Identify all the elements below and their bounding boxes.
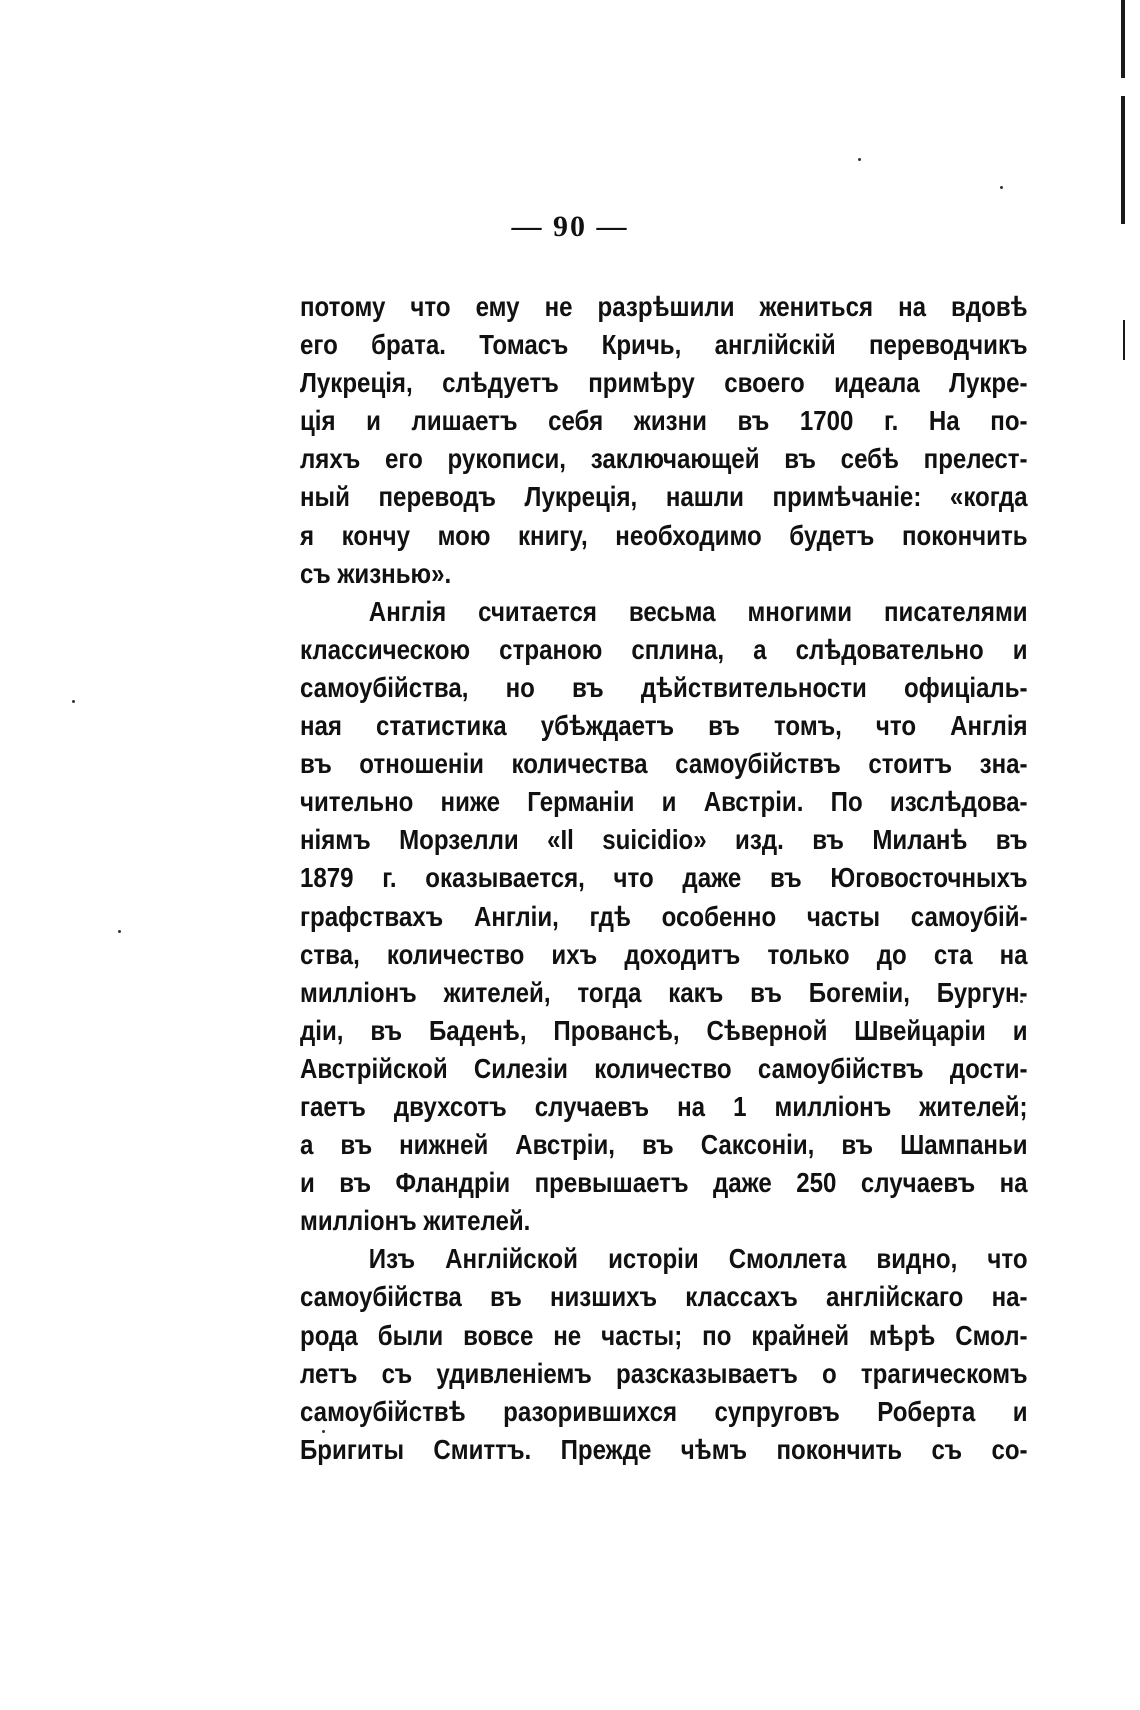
text-line: самоубійства, но въ дѣйствительности офиціаль-: [300, 671, 1028, 703]
text-line: ція и лишаетъ себя жизни въ 1700 г. На по-: [300, 405, 1028, 437]
text-line: потому что ему не разрѣшили жениться на вдовѣ: [300, 291, 1028, 322]
text-line: и въ Фландріи превышаетъ даже 250 случаевъ на: [300, 1167, 1028, 1199]
text-line: графствахъ Англіи, гдѣ особенно часты самоубій-: [300, 900, 1028, 932]
text-line: самоубійства въ низшихъ классахъ англійскаго на-: [300, 1281, 1028, 1313]
body-text: [300, 288, 1028, 1469]
scan-edge-mark: [1121, 96, 1125, 224]
text-line: ный переводъ Лукреція, нашли примѣчаніе: «когда: [300, 481, 1028, 513]
text-line: 1879 г. оказывается, что даже въ Юговосточныхъ: [300, 862, 1028, 894]
text-line: ляхъ его рукописи, заключающей въ себѣ прелест-: [300, 443, 1028, 475]
text-line: въ отношеніи количества самоубійствъ стоитъ зна-: [300, 748, 1028, 780]
scan-speck: [1000, 186, 1003, 189]
scan-speck: [858, 158, 861, 161]
text-line: съ жизнью».: [300, 557, 452, 589]
text-line: милліонъ жителей, тогда какъ въ Богеміи, Бургун-: [300, 976, 1028, 1008]
text-line: летъ съ удивленіемъ разсказываетъ о трагическомъ: [300, 1357, 1028, 1389]
text-line: Изъ Англійской исторіи Смоллета видно, что: [368, 1243, 1028, 1275]
text-line: Лукреція, слѣдуетъ примѣру своего идеала Лукре-: [300, 367, 1028, 399]
text-line: Австрійской Силезіи количество самоубійствъ дости-: [300, 1052, 1028, 1084]
text-line: а въ нижней Австріи, въ Саксоніи, въ Шампаньи: [300, 1129, 1028, 1161]
text-line: самоубійствѣ разорившихся супруговъ Роберта и: [300, 1395, 1028, 1427]
scan-edge-mark: [1123, 320, 1125, 360]
text-line: чительно ниже Германіи и Австріи. По изслѣдова-: [300, 786, 1028, 818]
text-line: милліонъ жителей.: [300, 1205, 531, 1237]
text-line: Англія считается весьма многими писателями: [368, 595, 1028, 627]
text-line: рода были вовсе не часты; по крайней мѣрѣ Смол-: [300, 1319, 1028, 1351]
text-line: діи, въ Баденѣ, Провансѣ, Сѣверной Швейцаріи и: [300, 1014, 1028, 1046]
scan-speck: [118, 930, 121, 933]
text-line: гаетъ двухсотъ случаевъ на 1 милліонъ жителей;: [300, 1090, 1028, 1122]
page-number: — 90 —: [511, 210, 629, 243]
text-line: классическою страною сплина, а слѣдовательно и: [300, 633, 1028, 665]
scan-edge-mark: [1121, 0, 1125, 78]
text-line: я кончу мою книгу, необходимо будетъ покончить: [300, 519, 1028, 551]
scan-speck: [72, 700, 75, 703]
text-line: его брата. Томасъ Кричь, англійскій переводчикъ: [300, 329, 1028, 361]
text-line: ства, количество ихъ доходитъ только до ста на: [300, 938, 1028, 970]
text-line: ная статистика убѣждаетъ въ томъ, что Англія: [300, 710, 1028, 742]
text-line: ніямъ Морзелли «Il suicidio» изд. въ Миланѣ въ: [300, 824, 1028, 856]
text-line: Бригиты Смиттъ. Прежде чѣмъ покончить съ со-: [300, 1433, 1028, 1465]
